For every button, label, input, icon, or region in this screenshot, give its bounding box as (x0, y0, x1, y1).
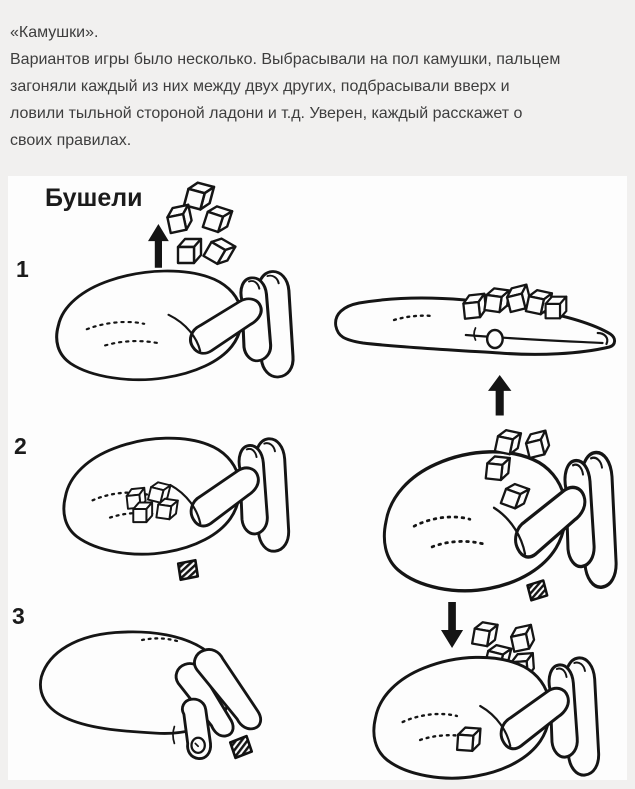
toss-up-arrow-icon (488, 375, 511, 415)
article-text-block (0, 0, 635, 154)
pebble-cube-in-palm (457, 727, 480, 751)
article-line: ловили тыльной стороной ладони и т.д. Уверен, каждый расскажет о (10, 105, 523, 122)
scene-step3-left (40, 632, 260, 759)
palm-up-hand-icon (57, 271, 293, 380)
step-number-1: 1 (16, 256, 29, 282)
scene-step2-left (64, 438, 289, 580)
pebbles-game-figure (8, 176, 627, 780)
article-line: Вариантов игры было несколько. Выбрасывали на пол камушки, пальцем (10, 51, 561, 68)
scene-step2-right (384, 429, 616, 601)
step-number-3: 3 (12, 603, 25, 629)
palm-up-hand-icon (64, 438, 289, 554)
hatched-pebble-cube (230, 736, 253, 759)
step-number-2: 2 (14, 433, 27, 459)
article-title: «Камушки». (10, 24, 99, 41)
palm-up-hand-icon (374, 657, 599, 778)
pebble-cubes-cluster (166, 181, 236, 268)
figure-panel (8, 176, 627, 780)
back-of-hand-icon (40, 632, 260, 759)
article-line: загоняли каждый из них между двух других, подбрасывали вверх и (10, 78, 510, 95)
drop-down-arrow-icon (441, 602, 463, 648)
article-line: своих правилах. (10, 132, 132, 149)
scene-step1-right (336, 285, 615, 416)
toss-up-arrow-icon (148, 224, 169, 268)
scene-step3-right (374, 602, 599, 778)
hatched-pebble-cube (527, 580, 547, 600)
figure-caption: Бушели (45, 184, 143, 212)
hatched-pebble-cube (178, 560, 199, 581)
